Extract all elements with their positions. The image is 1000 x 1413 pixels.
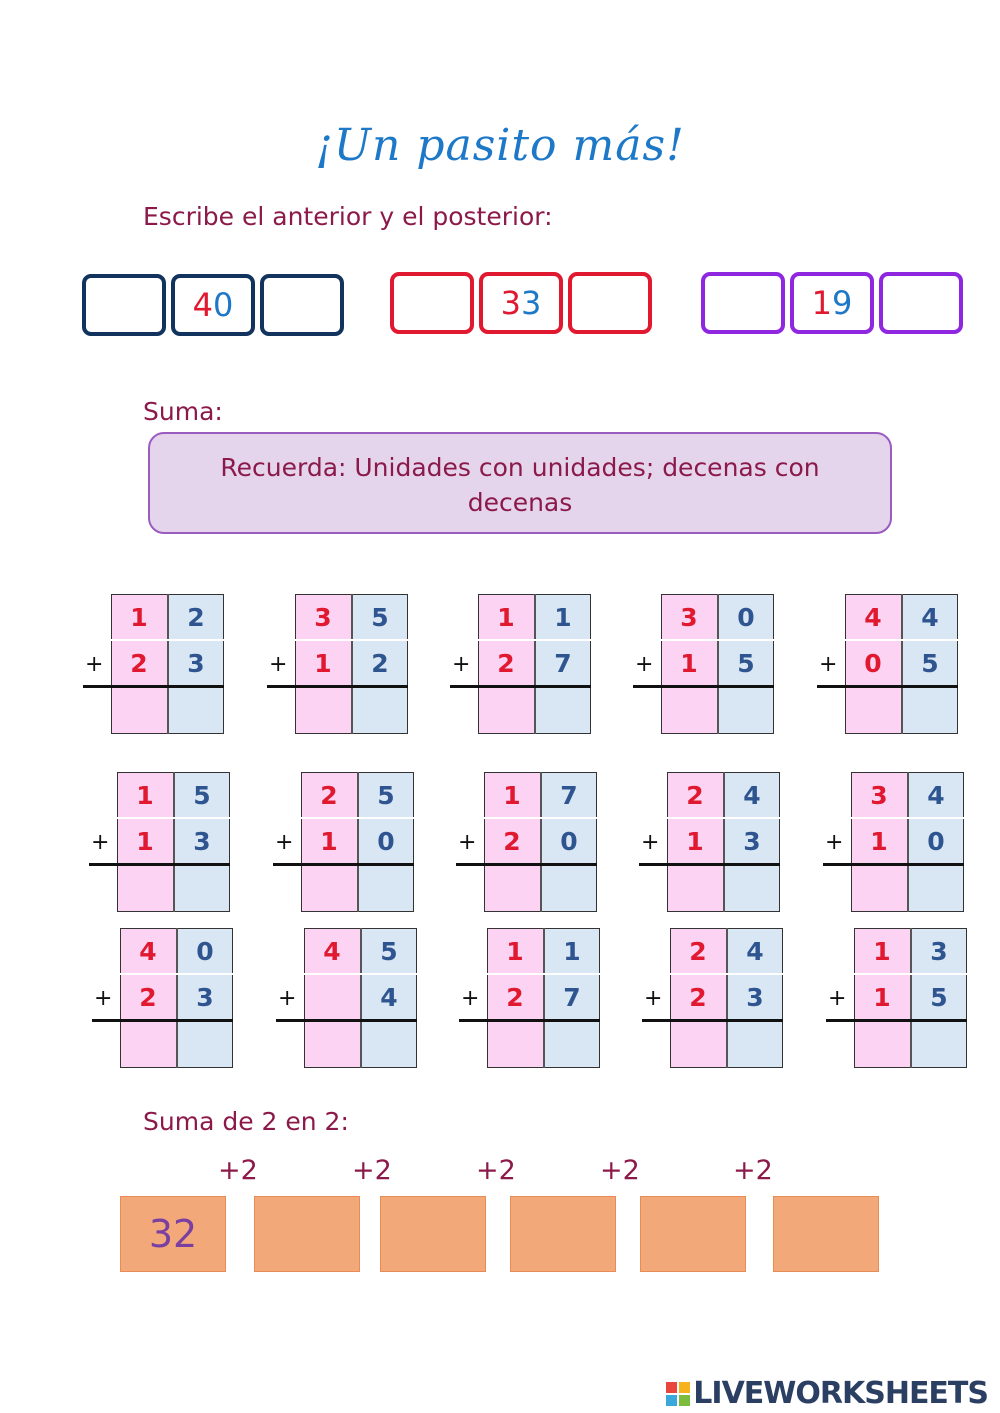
sum-bar — [639, 863, 780, 866]
addend1-units: 5 — [358, 772, 414, 818]
next-number-input[interactable] — [260, 274, 344, 336]
sum-bar — [826, 1019, 967, 1022]
row-divider — [487, 973, 600, 975]
answer-units-input[interactable] — [174, 866, 230, 912]
addition-problem — [459, 928, 599, 1068]
addition-problem — [823, 772, 963, 912]
column-divider — [167, 594, 169, 734]
sum-bar — [83, 685, 224, 688]
plus-sign: + — [644, 986, 663, 1011]
plus-sign: + — [825, 830, 844, 855]
addition-problem — [642, 928, 782, 1068]
given-number-box — [790, 272, 874, 334]
hop-label: +2 — [600, 1155, 640, 1186]
column-divider — [351, 594, 353, 734]
addend1-units: 1 — [544, 928, 600, 974]
answer-tens-input[interactable] — [478, 688, 534, 734]
tens-digit: 3 — [500, 284, 521, 322]
sum-bar — [89, 863, 230, 866]
answer-tens-input[interactable] — [301, 866, 357, 912]
plus-sign: + — [91, 830, 110, 855]
addend1-units: 1 — [535, 594, 591, 640]
addend2-tens: 1 — [661, 640, 717, 686]
reminder-note: Recuerda: Unidades con unidades; decenas con decenas — [148, 432, 892, 534]
column-divider — [901, 594, 903, 734]
sum-bar — [456, 863, 597, 866]
start-number-box: 32 — [120, 1196, 226, 1272]
answer-units-input[interactable] — [718, 688, 774, 734]
addend2-units: 4 — [361, 974, 417, 1020]
section-heading-skip-count: Suma de 2 en 2: — [143, 1107, 349, 1136]
sum-bar — [273, 863, 414, 866]
answer-tens-input[interactable] — [120, 1022, 176, 1068]
next-number-input[interactable] — [879, 272, 963, 334]
addend1-units: 4 — [727, 928, 783, 974]
addend1-units: 3 — [911, 928, 967, 974]
skip-count-input[interactable] — [773, 1196, 879, 1272]
addend2-units: 3 — [724, 818, 780, 864]
addend1-tens: 2 — [670, 928, 726, 974]
hop-label: +2 — [733, 1155, 773, 1186]
addend1-units: 7 — [541, 772, 597, 818]
hop-label: +2 — [476, 1155, 516, 1186]
sum-bar — [92, 1019, 233, 1022]
addend2-tens: 2 — [487, 974, 543, 1020]
section-heading-sum: Suma: — [143, 397, 223, 426]
addend1-units: 0 — [718, 594, 774, 640]
addend2-units: 0 — [908, 818, 964, 864]
given-number-box — [479, 272, 563, 334]
column-divider — [173, 772, 175, 912]
addend1-tens: 1 — [487, 928, 543, 974]
addend2-units: 2 — [352, 640, 408, 686]
liveworksheets-logo — [666, 1376, 988, 1411]
plus-sign: + — [819, 652, 838, 677]
sum-bar — [633, 685, 774, 688]
addend1-units: 4 — [724, 772, 780, 818]
addend1-tens: 1 — [478, 594, 534, 640]
plus-sign: + — [452, 652, 471, 677]
addend2-tens: 2 — [484, 818, 540, 864]
addend1-tens: 1 — [111, 594, 167, 640]
plus-sign: + — [828, 986, 847, 1011]
row-divider — [117, 817, 230, 819]
plus-sign: + — [275, 830, 294, 855]
addend2-units: 7 — [544, 974, 600, 1020]
row-divider — [670, 973, 783, 975]
plus-sign: + — [458, 830, 477, 855]
skip-count-input[interactable] — [640, 1196, 746, 1272]
addend2-tens: 0 — [845, 640, 901, 686]
given-number-box — [171, 274, 255, 336]
logo-text: LIVEWORKSHEETS — [693, 1376, 988, 1411]
addition-problem — [276, 928, 416, 1068]
plus-sign: + — [635, 652, 654, 677]
sum-bar — [823, 863, 964, 866]
addend1-units: 0 — [177, 928, 233, 974]
answer-tens-input[interactable] — [111, 688, 167, 734]
addend1-tens: 3 — [295, 594, 351, 640]
sum-bar — [450, 685, 591, 688]
addend1-tens: 2 — [301, 772, 357, 818]
sum-bar — [459, 1019, 600, 1022]
row-divider — [851, 817, 964, 819]
logo-mark-icon — [666, 1382, 690, 1406]
column-divider — [360, 928, 362, 1068]
units-digit: 3 — [521, 284, 542, 322]
column-divider — [717, 594, 719, 734]
addition-problem — [633, 594, 773, 734]
column-divider — [540, 772, 542, 912]
addend1-tens: 4 — [845, 594, 901, 640]
addition-problem — [89, 772, 229, 912]
skip-count-input[interactable] — [380, 1196, 486, 1272]
row-divider — [120, 973, 233, 975]
addition-problem — [817, 594, 957, 734]
skip-count-input[interactable] — [254, 1196, 360, 1272]
addend2-units: 5 — [911, 974, 967, 1020]
column-divider — [910, 928, 912, 1068]
hop-label: +2 — [218, 1155, 258, 1186]
skip-count-input[interactable] — [510, 1196, 616, 1272]
plus-sign: + — [85, 652, 104, 677]
answer-units-input[interactable] — [727, 1022, 783, 1068]
previous-number-input[interactable] — [701, 272, 785, 334]
units-digit: 9 — [832, 284, 853, 322]
answer-tens-input[interactable] — [487, 1022, 543, 1068]
addend1-tens: 3 — [851, 772, 907, 818]
addend1-units: 4 — [908, 772, 964, 818]
addend2-tens: 1 — [851, 818, 907, 864]
previous-number-input[interactable] — [390, 272, 474, 334]
addend2-units: 5 — [718, 640, 774, 686]
hop-label: +2 — [352, 1155, 392, 1186]
row-divider — [301, 817, 414, 819]
answer-tens-input[interactable] — [851, 866, 907, 912]
answer-units-input[interactable] — [168, 688, 224, 734]
sum-bar — [276, 1019, 417, 1022]
addend2-tens: 2 — [670, 974, 726, 1020]
addition-problem — [826, 928, 966, 1068]
row-divider — [304, 973, 417, 975]
row-divider — [661, 639, 774, 641]
addend2-tens: 2 — [478, 640, 534, 686]
page-title: ¡Un pasito más! — [315, 120, 685, 171]
units-digit: 0 — [213, 286, 234, 324]
addend2-units: 5 — [902, 640, 958, 686]
addend2-units: 3 — [727, 974, 783, 1020]
addend2-tens: 1 — [117, 818, 173, 864]
addend2-units: 0 — [541, 818, 597, 864]
column-divider — [907, 772, 909, 912]
addend2-units: 7 — [535, 640, 591, 686]
addend1-tens: 1 — [484, 772, 540, 818]
tens-digit: 1 — [811, 284, 832, 322]
plus-sign: + — [94, 986, 113, 1011]
answer-tens-input[interactable] — [295, 688, 351, 734]
addition-problem — [273, 772, 413, 912]
answer-units-input[interactable] — [908, 866, 964, 912]
addend2-units: 3 — [174, 818, 230, 864]
row-divider — [111, 639, 224, 641]
answer-units-input[interactable] — [535, 688, 591, 734]
previous-number-input[interactable] — [82, 274, 166, 336]
addend2-tens: 1 — [301, 818, 357, 864]
column-divider — [534, 594, 536, 734]
answer-tens-input[interactable] — [845, 688, 901, 734]
addend1-units: 2 — [168, 594, 224, 640]
answer-units-input[interactable] — [902, 688, 958, 734]
answer-units-input[interactable] — [544, 1022, 600, 1068]
answer-units-input[interactable] — [361, 1022, 417, 1068]
answer-tens-input[interactable] — [661, 688, 717, 734]
row-divider — [484, 817, 597, 819]
column-divider — [543, 928, 545, 1068]
addend1-tens: 2 — [667, 772, 723, 818]
plus-sign: + — [278, 986, 297, 1011]
addend2-units: 3 — [177, 974, 233, 1020]
addition-problem — [83, 594, 223, 734]
plus-sign: + — [461, 986, 480, 1011]
addend2-tens: 2 — [111, 640, 167, 686]
addend2-tens: 1 — [667, 818, 723, 864]
plus-sign: + — [641, 830, 660, 855]
column-divider — [357, 772, 359, 912]
column-divider — [176, 928, 178, 1068]
column-divider — [726, 928, 728, 1068]
answer-tens-input[interactable] — [667, 866, 723, 912]
addition-problem — [450, 594, 590, 734]
addend1-tens: 3 — [661, 594, 717, 640]
addend1-units: 5 — [174, 772, 230, 818]
addend2-tens: 1 — [854, 974, 910, 1020]
section-heading-neighbors: Escribe el anterior y el posterior: — [143, 202, 553, 231]
answer-tens-input[interactable] — [484, 866, 540, 912]
plus-sign: + — [269, 652, 288, 677]
answer-units-input[interactable] — [358, 866, 414, 912]
answer-units-input[interactable] — [911, 1022, 967, 1068]
addend1-units: 4 — [902, 594, 958, 640]
addend1-units: 5 — [352, 594, 408, 640]
addend1-tens: 1 — [854, 928, 910, 974]
answer-tens-input[interactable] — [117, 866, 173, 912]
next-number-input[interactable] — [568, 272, 652, 334]
row-divider — [478, 639, 591, 641]
sum-bar — [642, 1019, 783, 1022]
answer-tens-input[interactable] — [854, 1022, 910, 1068]
answer-units-input[interactable] — [177, 1022, 233, 1068]
addend2-units: 3 — [168, 640, 224, 686]
addend1-tens: 4 — [304, 928, 360, 974]
addition-problem — [92, 928, 232, 1068]
row-divider — [667, 817, 780, 819]
row-divider — [845, 639, 958, 641]
answer-units-input[interactable] — [541, 866, 597, 912]
addend1-units: 5 — [361, 928, 417, 974]
answer-tens-input[interactable] — [304, 1022, 360, 1068]
row-divider — [295, 639, 408, 641]
addend2-tens: 1 — [295, 640, 351, 686]
column-divider — [723, 772, 725, 912]
tens-digit: 4 — [192, 286, 213, 324]
addend2-units: 0 — [358, 818, 414, 864]
sum-bar — [267, 685, 408, 688]
addend1-tens: 1 — [117, 772, 173, 818]
answer-tens-input[interactable] — [670, 1022, 726, 1068]
answer-units-input[interactable] — [352, 688, 408, 734]
sum-bar — [817, 685, 958, 688]
answer-units-input[interactable] — [724, 866, 780, 912]
addend2-tens — [304, 974, 360, 1020]
addend1-tens: 4 — [120, 928, 176, 974]
addition-problem — [456, 772, 596, 912]
addend2-tens: 2 — [120, 974, 176, 1020]
addition-problem — [639, 772, 779, 912]
row-divider — [854, 973, 967, 975]
addition-problem — [267, 594, 407, 734]
